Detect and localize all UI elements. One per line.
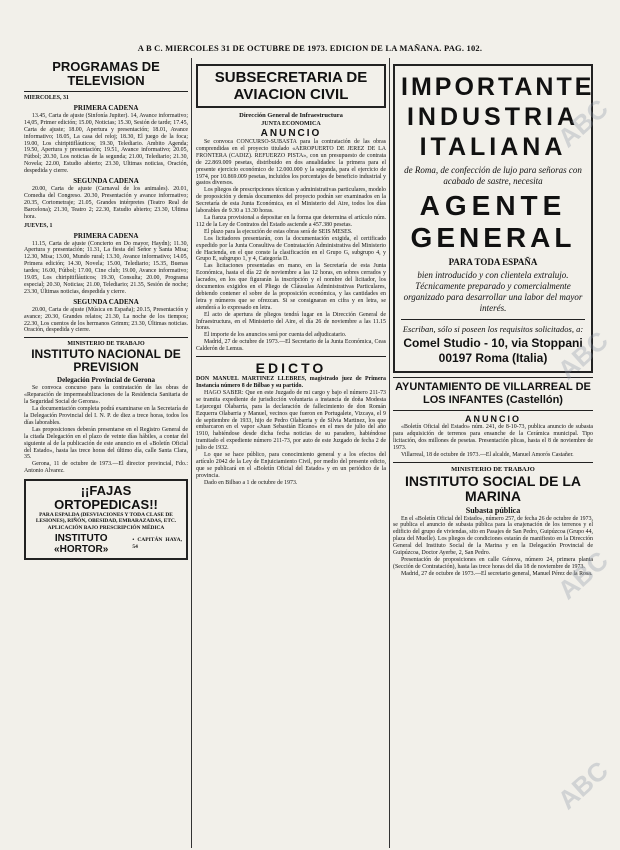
inp-ministry: MINISTERIO DE TRABAJO (67, 341, 145, 348)
marina-ministry: MINISTERIO DE TRABAJO (451, 465, 535, 473)
fajas-address: • CAPITÁN HAYA, 54 (132, 537, 182, 550)
watermark-abc: ABC (551, 93, 614, 154)
marina-p1: En el «Boletín Oficial del Estado», número 257, de fecha 26 de octubre de 1973, se publica el anuncio de subasta pública para la enajenación de los terrenos y el edificio del grupo de viviendas, sito en Pasajes de San Pedro, Guipúzcoa (Grupo 44, plaza del Muelle). Los pliegos de condiciones estarán de manifiesto en la Dirección General del Instituto Social de la Marina y en la Delegación Provincial de Guipúzcoa, Doctor Ayerbe, 2, San Pedro. (393, 515, 593, 557)
column-left (24, 60, 188, 564)
aviation-p4: El plazo para la ejecución de estas obras será de SEIS MESES. (204, 228, 353, 235)
column-middle (196, 60, 386, 487)
inp-title: INSTITUTO NACIONAL DE PREVISION (31, 347, 181, 375)
villarreal-anuncio: ANUNCIO (465, 414, 521, 424)
tv-program-1: 13.45, Carta de ajuste (Sinfonía Jupiter). 14, Avance informativo; 14,05, Primer edición; 15.00, Noticias; 15.30, Sesión de tarde; 17.45, Carta de ajuste; 18.00, Apertura y presentación; 18.01, Avance informativo; 18.05, La casa del reloj; 18.30, El juego de la foca; 19.00, Los chiripitifláuticos; 19.30, Telediario. Ambito Agenda; 19.50, Apertura y presentación; 19.51, Avance informativo; 20.05, Fútbol; 20.30, Los noticias de la segunda; 21.00, Telediario; 21.30, Novela; 22.00, Estudio abierto; 23.30, Ultimas noticias, Oración, despedida y cierre. (24, 112, 188, 175)
tv-title: PROGRAMAS DE TELEVISION (52, 59, 160, 88)
fajas-name: INSTITUTO «HORTOR» (54, 533, 109, 556)
fajas-text: PARA ESPALDA (DESVIACIONES Y TODA CLASE DE LESIONES), RIÑÓN, OBESIDAD, EMBARAZADAS, ETC. APLICACIÓN BAJO PRESCRIPCIÓN MÉDICA (35, 512, 177, 531)
aviation-p1: Se convoca CONCURSO-SUBASTA para la contratación de las obras comprendidas en el proyecto titulado «AEROPUERTO DE JEREZ DE LA FRONTERA (CADIZ). REFUERZO PISTA», con un presupuesto de contrata de 22.869.009 pesetas, distribuido en dos anualidades: la primera para el presente ejercicio económico de 12.000.000 y la segunda, para el ejercicio de 1974, por 10.869.009 pesetas, incluidos los porcentajes de beneficio industrial y gastos diversos. (196, 139, 386, 187)
tv-program-2: 20.00, Carta de ajuste (Carnaval de los animales). 20.01, Comedia del Congreso. 20.30, Presentación y avance informativo; 20.35, Cortometraje; 21.05, Grandes intérpretes (Teatro Real de Barcelona); 21.30, Teatro 2; 22.30, Estudio abierto; 23.30, Ultima hora. (24, 186, 188, 220)
marina-sub: Subasta pública (465, 505, 521, 515)
aviation-p8: El importe de los anuncios será por cuenta del adjudicatario. (204, 332, 347, 339)
aviation-p3: La fianza provisional a depositar en la forma que determina el artículo núm. 112 de la Ley de Contratos del Estado asciende a 457.380 pesetas. (196, 214, 386, 228)
aviation-junta: JUNTA ECONOMICA (261, 121, 321, 127)
aviation-title: SUBSECRETARIA DE AVIACION CIVIL (214, 69, 368, 103)
aviation-p6: Las licitaciones presentadas en mano, en la Secretaría de esta Junta Económica, hasta el día 22 de noviembre a las 12 horas, en sobres cerrados y lacrados, en los que figurarán la inscripción y el nombre del licitador, los documentos exigidos en el Pliego de Cláusulas Administrativas Particulares, debiendo contener el sobre de la proposición económica, y las cantidades en letra y números que se ofrezcan. Si se consignaran en cifra y en letra, se atenderá a lo expresado en letra. (196, 263, 386, 311)
inp-delegation: Delegación Provincial de Gerona (57, 376, 155, 385)
ad-company-1: Comel Studio - 10, via Stoppani (403, 336, 583, 350)
tv-day1: MIERCOLES, 31 (24, 95, 69, 101)
ad-line2: INDUSTRIA (406, 103, 580, 131)
watermark-abc: ABC (551, 325, 614, 386)
watermark-abc: ABC (551, 545, 614, 606)
inp-sign: Gerona, 11 de octubre de 1973.—El director provincial, Fdo.: Antonio Alvarez. (24, 461, 188, 475)
ad-company-2: 00197 Roma (Italia) (438, 351, 548, 365)
ad-agent-2: GENERAL (410, 222, 576, 253)
ad-write: Escriban, sólo si poseen los requisitos solicitados, a: (402, 324, 584, 334)
ad-desc: de Roma, de confección de lujo para señoras con acabado de sastre, necesita (404, 165, 582, 186)
tv-program-4: 20.00, Carta de ajuste (Música en España); 20.15, Presentación y avance; 20.30, Grandes relatos; 21.30, La noche de los tiempos; 22.30, Los cuentos de los hermanos Grimm; 23.30, Últimas noticias. Oración, despedida y cierre. (24, 306, 188, 334)
italian-ad (393, 64, 593, 373)
tv-channel-1: PRIMERA CADENA (73, 103, 139, 112)
ad-line1: IMPORTANTE (401, 73, 595, 101)
inp-body-1: Se convoca concurso para la contratación de las obras de «Reparación de impermeabilizaciones de la Residencia Sanitaria de la Seguridad Social de Gerona». (24, 385, 188, 406)
villarreal-sign: Villarreal, 18 de octubre de 1973.—El alcalde, Manuel Amorós Castañer. (401, 451, 574, 458)
aviation-header-box (196, 64, 386, 108)
inp-body-2: La documentación completa podrá examinarse en la Secretaría de la Delegación Provincial del I. N. P. de diez a trece horas, todos los días laborables. (24, 406, 188, 426)
marina-title: INSTITUTO SOCIAL DE LA MARINA (404, 472, 582, 504)
ad-agent-1: AGENTE (419, 190, 567, 221)
villarreal-p1: «Boletín Oficial del Estado» núm. 241, de 8-10-73, publica anuncio de subasta para adquisición de terrenos para ensanche de la Cerámica municipal. Tipo licitación, dos millones de pesetas. Presentación plicas, hasta el 8 de noviembre de 1973. (393, 424, 593, 451)
ad-requirements: bien introducido y con clientela extralujo. Técnicamente preparado y comercialmente organizado para desarrollar una labor del mayor interés. (403, 270, 583, 313)
fajas-ad (24, 479, 188, 560)
marina-p2: Presentación de proposiciones en calle Génova, número 24, primera planta (Sección de Contratación), hasta las trece horas del día 18 de noviembre de 1973. (393, 556, 593, 570)
tv-program-3: 11.15, Carta de ajuste (Concierto en Do mayor, Haydn); 11.30, Apertura y presentación; 11.31, La fiesta del Señor y Santa Misa; 12.30, Misa; 13.00, Mundo rural; 13.30, Avance informativo; 14.05, Primera edición; 14.30, Novela; 15.00, Telediario; 15.35, Buenas tardes; 16.00, Fútbol; 17.00, Cine club; 19.00, Avance informativo; 19.05, Los chiripitifláuticos; 19.30, Consulta; 20.00, Programa especial; 20.30, Noticias; 21.00, Telediario; 21.35, Sesión de noche; 23.30, Últimas noticias, despedida y cierre. (24, 240, 188, 295)
edicto-p2: HAGO SABER: Que en este Juzgado de mi cargo y bajo el número 211-73 se tramita expediente de jurisdicción voluntaria a instancia de doña Modesta Lejarcegui Olabarria, para la declaración de fallecimiento de don Román Ezquerra Olabarria y Manuel, vecinos que fueron en Portugalete, Vizcaya, el 9 de septiembre de 1933, hijo de Pedro Olabarria y de Silvia Martinez, los que embarcaron en el vapor «Juan Sebastián Elcano» en el mes de julio del año 1910, habiéndose desde dicha fecha noticias de su paradero, habiéndose tramitado el expediente número 211-73, por auto de este Juzgado de fecha 2 de julio de 1932. (196, 389, 386, 452)
aviation-sign: Madrid, 27 de octubre de 1973.—El Secretario de la Junta Económica, Ceas Calderón de Lemus. (196, 339, 386, 353)
tv-channel-2: SEGUNDA CADENA (73, 177, 139, 186)
villarreal-title: AYUNTAMIENTO DE VILLARREAL DE LOS INFANTES (Castellón) (395, 381, 591, 406)
edicto-p3: Lo que se hace público, para conocimiento general y a los efectos del artículo 2042 de la Ley de Enjuiciamiento Civil, por medio del presente edicto, que se publicará en el «Boletín Oficial del Estado» y en un periódico de la provincia. (196, 452, 386, 479)
fajas-title: ¡¡FAJAS ORTOPEDICAS!! (54, 483, 158, 513)
aviation-subtitle: Dirección General de Infraestructura (239, 112, 343, 119)
aviation-anuncio: ANUNCIO (260, 128, 322, 139)
aviation-p2: Los pliegos de prescripciones técnicas y administrativas particulares, modelo de proposición y demás documentos del proyecto podrán ser examinados en la Secretaría de esta Junta Económica, en el Ministerio del Aire, todos los días laborables de 9.30 a 13.30 horas. (196, 187, 386, 215)
edicto-p4: Dado en Bilbao a 1 de octubre de 1973. (204, 479, 298, 486)
tv-channel-4: SEGUNDA CADENA (73, 297, 139, 306)
marina-sign: Madrid, 27 de octubre de 1973.—El secretario general, Manuel Pérez de la Rosa. (401, 570, 593, 577)
inp-body-3: Las proposiciones deberán presentarse en el Registro General de la citada Delegación en el plazo de veinte días hábiles, a contar del siguiente al de la publicación de este anuncio en el «Boletín Oficial del Estado», hasta las trece horas del último día, calle Santa Clara, 35. (24, 426, 188, 461)
page-header: A B C. MIERCOLES 31 DE OCTUBRE DE 1973. EDICION DE LA MAÑANA. PAG. 102. (137, 43, 483, 53)
tv-day2: JUEVES, 1 (24, 222, 53, 229)
edicto-p1: DON MANUEL MARTINEZ LLEBRES, magistrado juez de Primera Instancia número 8 de Bilbao y su partido. (196, 376, 386, 389)
edicto-title: EDICTO (255, 360, 327, 377)
ad-spain: PARA TODA ESPAÑA (448, 257, 538, 267)
aviation-p5: Los licitadores presentarán, con la documentación exigida, el certificado expedido por la Junta Consultiva de Contratación Administrativa del Ministerio de Hacienda, en el que conste la clasificación en el Grupo G, subgrupo 4, y Grupo E, subgrupo 1, y 4, Categoría D. (196, 235, 386, 263)
aviation-p7: El acto de apertura de pliegos tendrá lugar en la Dirección General de Infraestructura, en el Ministerio del Aire, el día 26 de noviembre a las 11.15 horas. (196, 311, 386, 332)
ad-line3: ITALIANA (419, 133, 567, 161)
tv-channel-3: PRIMERA CADENA (73, 231, 139, 240)
watermark-abc: ABC (551, 755, 614, 816)
